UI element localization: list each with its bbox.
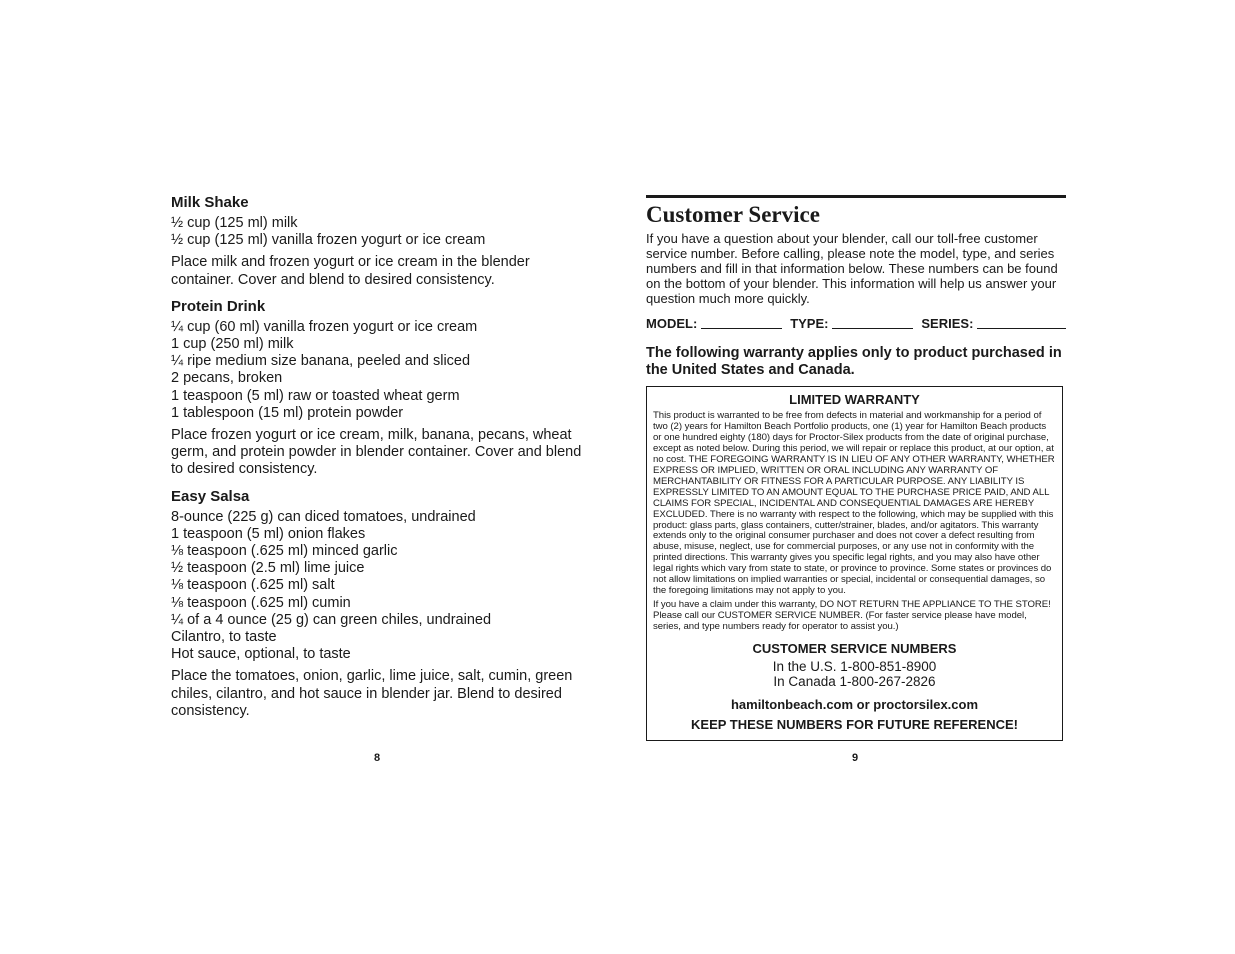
ingredient: ½ cup (125 ml) milk xyxy=(171,215,298,231)
ingredient: ⅛ teaspoon (.625 ml) minced garlic xyxy=(171,543,398,560)
section-title: Customer Service xyxy=(646,202,820,227)
type-label: TYPE: xyxy=(790,316,829,331)
ingredient-list xyxy=(171,509,591,664)
recipe-milk-shake xyxy=(171,193,591,289)
warranty-claim-instructions: If you have a claim under this warranty, DO NOT RETURN THE APPLIANCE TO THE STORE! Please call our CUSTOMER SERVICE NUMBER. (For faster service please have model, series, and type numbers ready for operator to assist you.) xyxy=(653,599,1051,633)
recipe-title: Milk Shake xyxy=(171,194,249,211)
ingredient: ¼ cup (60 ml) vanilla frozen yogurt or ice cream xyxy=(171,318,478,335)
page-number-left: 8 xyxy=(374,752,381,764)
warranty-notice: The following warranty applies only to product purchased in the United States and Canada. xyxy=(646,345,1062,378)
ingredient: ½ cup (125 ml) vanilla frozen yogurt or ice cream xyxy=(171,232,486,249)
ingredient: 2 pecans, broken xyxy=(171,370,283,387)
model-label: MODEL: xyxy=(646,316,698,331)
recipe-method: Place the tomatoes, onion, garlic, lime juice, salt, cumin, green chiles, cilantro, and hot sauce in blender jar. Blend to desired consistency. xyxy=(171,668,573,719)
canada-phone-number: In Canada 1-800-267-2826 xyxy=(773,674,936,690)
ingredient: Cilantro, to taste xyxy=(171,629,277,646)
keep-numbers-notice: KEEP THESE NUMBERS FOR FUTURE REFERENCE! xyxy=(691,717,1018,733)
ingredient-list xyxy=(171,319,591,422)
warranty-heading: LIMITED WARRANTY xyxy=(789,392,920,407)
ingredient: 8-ounce (225 g) can diced tomatoes, undrained xyxy=(171,508,476,525)
intro-paragraph: If you have a question about your blender, call our toll-free customer service number. Before calling, please note the model, type, and series numbers and fill in that information below. These numbers can be found on the bottom of your blender. This information will help us answer your question much more quickly. xyxy=(646,231,1058,306)
page-number-right: 9 xyxy=(852,752,859,764)
recipe-protein-drink xyxy=(171,297,591,479)
ingredient: ⅛ teaspoon (.625 ml) salt xyxy=(171,577,335,594)
ingredient: 1 tablespoon (15 ml) protein powder xyxy=(171,404,404,421)
model-blank xyxy=(701,316,782,329)
right-page xyxy=(646,195,1066,741)
us-phone-number: In the U.S. 1-800-851-8900 xyxy=(772,659,937,675)
recipe-easy-salsa xyxy=(171,487,591,720)
recipe-title: Protein Drink xyxy=(171,297,266,315)
ingredient: ¼ of a 4 ounce (25 g) can green chiles, undrained xyxy=(171,611,492,628)
series-label: SERIES: xyxy=(921,316,974,331)
series-blank xyxy=(977,316,1066,329)
ingredient: Hot sauce, optional, to taste xyxy=(171,646,351,663)
ingredient: ⅛ teaspoon (.625 ml) cumin xyxy=(171,594,351,611)
warranty-box xyxy=(646,386,1063,741)
ingredient: ½ teaspoon (2.5 ml) lime juice xyxy=(171,560,365,577)
warranty-terms: This product is warranted to be free from defects in material and workmanship for a period of two (2) years for Hamilton Beach Portfolio products, one (1) year for Hamilton Beach products or one hundred eighty (180) days for Proctor-Silex products from the date of original purchase, except as noted below. During this period, we will repair or replace this product, at our option, at no cost. THE FOREGOING WARRANTY IS IN LIEU OF ANY OTHER WARRANTY, WHETHER EXPRESS OR IMPLIED, WRITTEN OR ORAL INCLUDING ANY WARRANTY OF MERCHANTABILITY OR FITNESS FOR A PARTICULAR PURPOSE. ANY LIABILITY IS EXPRESSLY LIMITED TO AN AMOUNT EQUAL TO THE PURCHASE PRICE PAID, AND ALL CLAIMS FOR SPECIAL, INCIDENTAL AND CONSEQUENTIAL DAMAGES ARE HEREBY EXCLUDED. There is no warranty with respect to the following, which may be supplied with this product: glass parts, glass containers, cutter/strainer, blades, and/or agitators. This warranty extends only to the original consumer purchaser and does not cover a defect resulting from abuse, misuse, neglect, use for commercial purposes, or any use not in conformity with the printed directions. This warranty gives you specific legal rights, and you may also have other legal rights which vary from state to state, or province to province. Some states or provinces do not allow limitations on implied warranties or special, incidental or consequential damages, so the foregoing limitations may not apply to you. xyxy=(653,410,1055,597)
ingredient: 1 cup (250 ml) milk xyxy=(171,336,294,353)
section-rule xyxy=(646,195,1066,198)
type-blank xyxy=(832,316,913,329)
service-numbers-heading: CUSTOMER SERVICE NUMBERS xyxy=(752,641,957,657)
model-info-fields xyxy=(646,316,1066,332)
websites: hamiltonbeach.com or proctorsilex.com xyxy=(730,697,979,713)
recipe-method: Place milk and frozen yogurt or ice cream in the blender container. Cover and blend to desired consistency. xyxy=(171,254,530,288)
ingredient: ¼ ripe medium size banana, peeled and sliced xyxy=(171,353,471,370)
ingredient: 1 teaspoon (5 ml) raw or toasted wheat germ xyxy=(171,387,460,404)
recipe-title: Easy Salsa xyxy=(171,487,250,505)
recipe-method: Place frozen yogurt or ice cream, milk, banana, pecans, wheat germ, and protein powder in blender container. Cover and blend to desired consistency. xyxy=(171,427,582,478)
ingredient: 1 teaspoon (5 ml) onion flakes xyxy=(171,525,366,542)
left-page xyxy=(171,193,591,728)
ingredient-list xyxy=(171,215,591,249)
